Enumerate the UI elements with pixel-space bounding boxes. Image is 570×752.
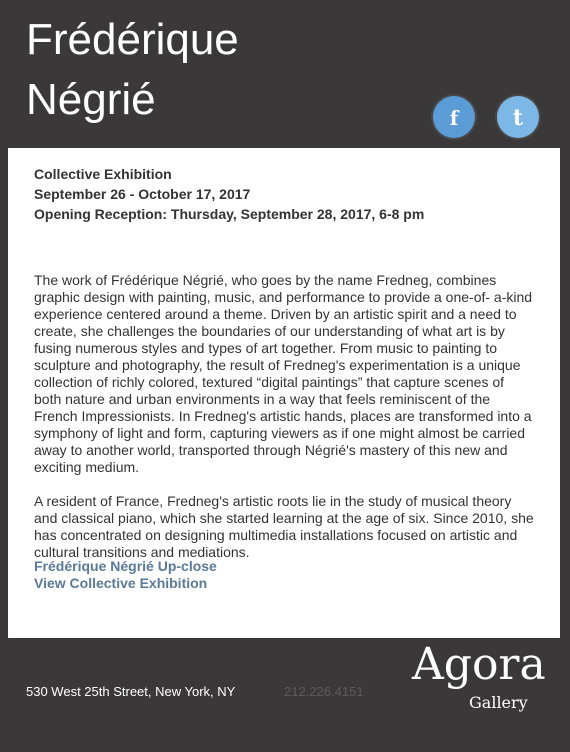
artist-last-name: Négrié xyxy=(26,75,156,124)
event-details xyxy=(34,164,424,224)
gallery-address: 530 West 25th Street, New York, NY xyxy=(26,684,236,699)
artist-bio xyxy=(34,272,534,578)
facebook-icon xyxy=(433,96,475,138)
event-type: Collective Exhibition xyxy=(34,166,172,182)
logo-agora-text: Agora xyxy=(412,639,546,690)
event-dates: September 26 - October 17, 2017 xyxy=(34,186,251,202)
svg-text:t: t xyxy=(512,105,524,131)
artist-name-heading xyxy=(26,10,239,130)
gallery-phone: 212.226.4151 xyxy=(284,684,364,699)
artist-first-name: Frédérique xyxy=(26,15,239,64)
links-section xyxy=(34,558,217,592)
content-panel xyxy=(8,148,560,638)
svg-text:f: f xyxy=(449,106,459,130)
logo-gallery-text: Gallery xyxy=(469,693,528,712)
upclose-link[interactable]: Frédérique Négrié Up-close xyxy=(34,558,217,574)
agora-gallery-logo xyxy=(412,640,552,724)
twitter-icon xyxy=(497,96,539,138)
twitter-button[interactable] xyxy=(497,96,539,138)
bio-paragraph: The work of Frédérique Négrié, who goes by the name Fredneg, combines graphic design with painting, music, and performance to provide a one-of- a-kind experience centered around a theme. Driven by an artistic spirit and a need to create, she challenges the boundaries of our understanding of what art is by fusing numerous styles and types of art together. From music to painting to sculpture and photography, the result of Fredneg's experimentation is a unique collection of richly colored, textured “digital paintings” that capture scenes of both nature and urban environments in a way that feels reminiscent of the French Impressionists. In Fredneg's artistic hands, places are transformed into a symphony of light and form, capturing viewers as if one might almost be carried away to another world, transported through Négrié's mastery of this new and exciting medium. xyxy=(34,272,533,475)
bio-paragraph: A resident of France, Fredneg's artistic roots lie in the study of musical theory and classical piano, which she started learning at the age of six. Since 2010, she has concentrated on designing multimedia installations focused on artistic and cultural transitions and mediations. xyxy=(34,493,534,560)
collective-exhibition-link[interactable]: View Collective Exhibition xyxy=(34,575,208,591)
facebook-button[interactable] xyxy=(433,96,475,138)
opening-reception: Opening Reception: Thursday, September 28, 2017, 6-8 pm xyxy=(34,206,425,222)
